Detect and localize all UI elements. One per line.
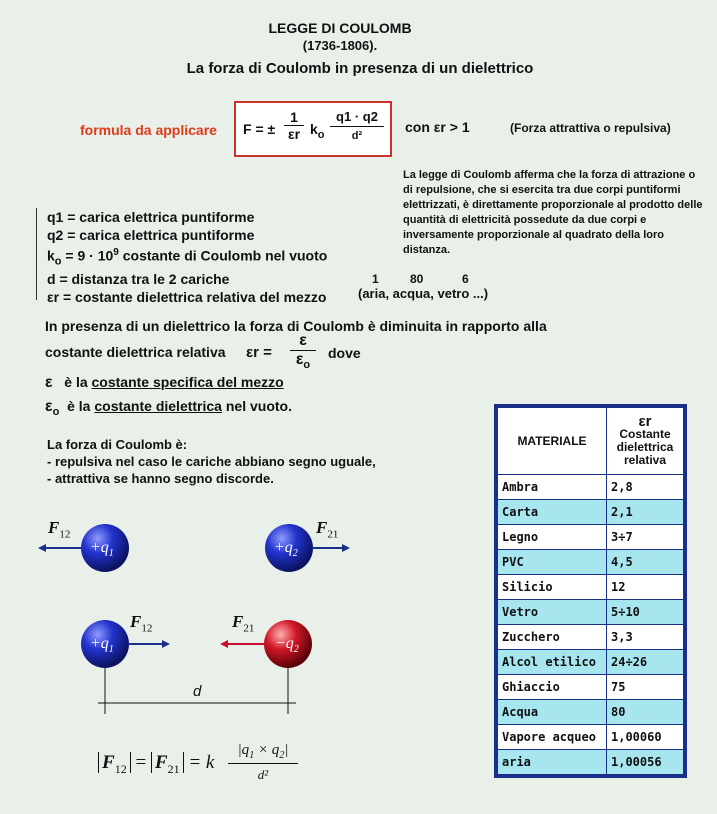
examples: (aria, acqua, vetro ...)	[358, 286, 489, 301]
f12-bottom-F: F	[130, 612, 142, 631]
q2-neg-text: −q	[275, 635, 294, 652]
page-title: LEGGE DI COULOMB	[268, 20, 412, 36]
epsilon0-pre: è la	[67, 398, 91, 414]
def-k0-post: costante di Coulomb nel vuoto	[118, 247, 328, 264]
material-value: 1,00056	[607, 750, 684, 775]
table-row	[498, 675, 684, 700]
table-header-row	[498, 408, 684, 475]
f12-top-F: F	[48, 518, 60, 537]
epsilon0-post: nel vuoto.	[225, 398, 292, 414]
header-constant	[607, 408, 684, 475]
material-name: Legno	[498, 525, 607, 550]
epsilon0-def	[45, 398, 292, 418]
table-row	[498, 750, 684, 775]
force-nature-line1: La forza di Coulomb è:	[47, 437, 188, 452]
f12-top-sub: 12	[59, 528, 71, 541]
material-value: 3÷7	[607, 525, 684, 550]
header-material: MATERIALE	[498, 408, 607, 475]
table-row	[498, 650, 684, 675]
bf-eq2: = k	[188, 752, 215, 773]
label-q1-top	[90, 539, 114, 559]
material-name: Ambra	[498, 475, 607, 500]
frac2-num: q1 · q2	[330, 109, 384, 127]
definitions-list	[47, 208, 327, 306]
dielectric-line2: costante dielettrica relativa	[45, 344, 226, 360]
bf-F21: F	[154, 752, 168, 773]
def-k0	[47, 244, 327, 270]
er-den	[290, 351, 316, 371]
k-subscript: o	[317, 128, 325, 141]
table-row	[498, 550, 684, 575]
bf-den: d²	[257, 767, 269, 782]
material-name: Ghiaccio	[498, 675, 607, 700]
q1-top-text: +q	[90, 539, 109, 556]
material-value: 1,00060	[607, 725, 684, 750]
dove: dove	[328, 345, 361, 361]
epsilon0-sub: o	[52, 405, 60, 418]
def-d: d = distanza tra le 2 cariche	[47, 271, 230, 288]
bf-num-sub2: 2	[279, 750, 285, 761]
force-nature-line3: - attrattiva se hanno segno discorde.	[47, 471, 274, 486]
q1-top-sub: 1	[108, 548, 114, 560]
bf-abs1	[98, 752, 131, 776]
frac1	[284, 109, 304, 142]
q2-neg-sub: 2	[293, 644, 299, 656]
def-k0-exp: 9	[113, 247, 119, 258]
subtitle: La forza di Coulomb in presenza di un dielettrico	[186, 60, 534, 77]
q1-bottom-sub: 1	[108, 644, 114, 656]
label-f21-bottom	[232, 612, 254, 634]
dielectric-line1: In presenza di un dielettrico la forza di Coulomb è diminuita in rapporto alla	[45, 318, 547, 334]
material-name: Alcol etilico	[498, 650, 607, 675]
label-f21-top	[316, 518, 338, 540]
def-k0-k: k	[47, 247, 55, 264]
epsilon-def	[45, 374, 284, 392]
bf-F21-sub: 21	[167, 761, 180, 776]
material-name: aria	[498, 750, 607, 775]
f21-top-F: F	[316, 518, 328, 537]
def-k0-sub: o	[54, 255, 62, 268]
years: (1736-1806).	[302, 38, 378, 53]
table-row	[498, 700, 684, 725]
bf-F12: F	[102, 752, 115, 773]
arrowhead-f12-right	[162, 640, 170, 648]
f21-bottom-sub: 21	[243, 622, 255, 635]
q1-bottom-text: +q	[90, 635, 109, 652]
material-name: Vetro	[498, 600, 607, 625]
label-distance: d	[193, 683, 202, 700]
table-row	[498, 525, 684, 550]
arrowhead-f21-right	[342, 544, 350, 552]
label-q2-top	[274, 539, 298, 559]
coulomb-description: La legge di Coulomb afferma che la forza di attrazione o di repulsione, che si esercita tra due corpi puntiformi elettrizzati, è direttamente proporzionale al prodotto delle quantità di elettricità possedute da due corpi e inversamente proporzionale al quadrato della loro distanza.	[403, 169, 703, 256]
label-q1-bottom	[90, 635, 114, 655]
label-q2-negative	[275, 635, 299, 655]
label-f12-bottom	[130, 612, 152, 634]
header-constant-text: Costante dielettrica relativa	[616, 427, 674, 467]
formula-condition: con εr > 1	[405, 119, 470, 135]
q2-top-sub: 2	[292, 548, 298, 560]
frac1-num: 1	[284, 109, 304, 126]
material-value: 5÷10	[607, 600, 684, 625]
er-den-eps: ε	[295, 351, 304, 368]
materials-table-frame	[494, 404, 687, 778]
epsilon-underlined: costante specifica del mezzo	[91, 374, 284, 390]
formula-box	[234, 101, 392, 157]
def-q1: q1 = carica elettrica puntiforme	[47, 209, 255, 225]
bf-num-c: |	[284, 742, 289, 758]
material-value: 2,8	[607, 475, 684, 500]
material-value: 4,5	[607, 550, 684, 575]
k-symbol: k	[310, 121, 318, 137]
epsilon-pre: è la	[64, 374, 88, 390]
bf-num-a: |q	[237, 742, 250, 758]
material-value: 80	[607, 700, 684, 725]
force-nature-line2: - repulsiva nel caso le cariche abbiano segno uguale,	[47, 454, 376, 469]
material-name: Vapore acqueo	[498, 725, 607, 750]
force-nature	[47, 436, 376, 487]
f21-top-sub: 21	[327, 528, 339, 541]
header-er-symbol: εr	[638, 413, 652, 430]
table-row	[498, 625, 684, 650]
bottom-formula	[98, 752, 214, 777]
bottom-fraction	[228, 742, 298, 783]
bf-num	[228, 742, 298, 764]
material-value: 12	[607, 575, 684, 600]
frac2	[330, 109, 384, 142]
material-name: Silicio	[498, 575, 607, 600]
def-q2: q2 = carica elettrica puntiforme	[47, 227, 255, 243]
bf-F12-sub: 12	[114, 761, 127, 776]
table-row	[498, 575, 684, 600]
material-value: 24÷26	[607, 650, 684, 675]
epsilon-symbol: ε	[45, 374, 53, 391]
f21-bottom-F: F	[232, 612, 244, 631]
table-row	[498, 725, 684, 750]
materials-table	[497, 407, 684, 775]
q2-top-text: +q	[274, 539, 293, 556]
formula-note: (Forza attrattiva o repulsiva)	[510, 121, 671, 135]
formula-lhs: F = ±	[243, 121, 276, 137]
example-value-acqua: 80	[410, 272, 424, 286]
material-value: 75	[607, 675, 684, 700]
def-k0-mid: = 9 · 10	[61, 247, 114, 264]
epsilon0-symbol: ε	[45, 398, 53, 415]
bf-num-b: × q	[254, 742, 280, 758]
material-name: Carta	[498, 500, 607, 525]
epsilon0-underlined: costante dielettrica	[94, 398, 222, 414]
f12-bottom-sub: 12	[141, 622, 153, 635]
er-den-sub: o	[303, 359, 311, 372]
definitions-bar	[36, 208, 37, 300]
material-value: 3,3	[607, 625, 684, 650]
label-f12-top	[48, 518, 70, 540]
arrowhead-f21-left	[220, 640, 228, 648]
material-name: PVC	[498, 550, 607, 575]
arrowhead-f12-left	[38, 544, 46, 552]
er-equation: εr =	[246, 344, 272, 361]
material-name: Zucchero	[498, 625, 607, 650]
material-value: 2,1	[607, 500, 684, 525]
formula-k	[310, 121, 325, 141]
frac2-den: d²	[351, 130, 363, 142]
frac1-den: εr	[287, 126, 301, 142]
table-row	[498, 475, 684, 500]
material-name: Acqua	[498, 700, 607, 725]
example-value-vetro: 6	[462, 272, 469, 286]
table-row	[498, 500, 684, 525]
bf-abs2	[151, 752, 184, 776]
example-value-aria: 1	[372, 272, 379, 286]
er-num: ε	[290, 332, 316, 351]
bf-eq1: =	[135, 752, 147, 773]
formula-label: formula da applicare	[80, 122, 217, 138]
def-er: εr = costante dielettrica relativa del mezzo	[47, 289, 327, 306]
table-row	[498, 600, 684, 625]
er-fraction	[290, 332, 316, 371]
bf-num-sub1: 1	[249, 750, 255, 761]
